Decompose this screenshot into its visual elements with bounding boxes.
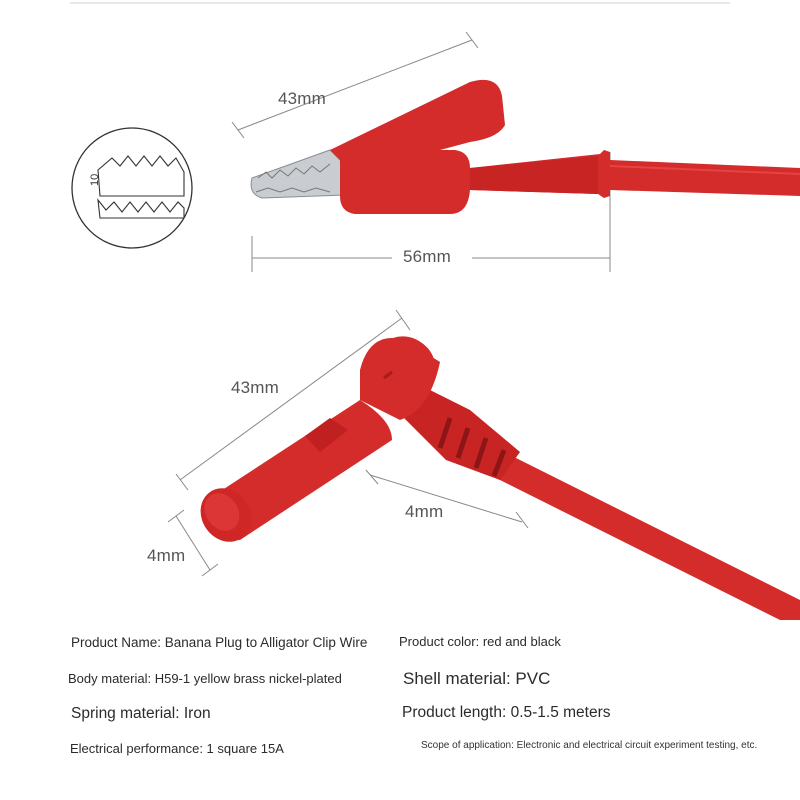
spring-material-spec: Spring material: Iron — [71, 705, 211, 722]
product-length-spec: Product length: 0.5-1.5 meters — [402, 704, 611, 721]
electrical-performance-spec: Electrical performance: 1 square 15A — [70, 741, 284, 756]
product-name-spec: Product Name: Banana Plug to Alligator Clip Wire — [71, 635, 368, 650]
jaw-detail-circle — [72, 128, 192, 248]
clip-total-label: 56mm — [403, 247, 452, 266]
body-material-spec: Body material: H59-1 yellow brass nickel-plated — [68, 671, 342, 686]
product-color-spec: Product color: red and black — [399, 634, 561, 649]
clip-length-label: 43mm — [278, 89, 327, 108]
shell-material-spec: Shell material: PVC — [403, 669, 551, 688]
alligator-clip — [251, 80, 800, 214]
plug-length-label: 43mm — [231, 378, 280, 397]
jaw-opening-label: 10 — [89, 173, 101, 186]
cable-diameter-label: 4mm — [405, 502, 444, 521]
plug-diameter-label: 4mm — [147, 546, 186, 565]
banana-plug — [190, 327, 800, 620]
scope-spec: Scope of application: Electronic and electrical circuit experiment testing, etc. — [421, 740, 758, 751]
